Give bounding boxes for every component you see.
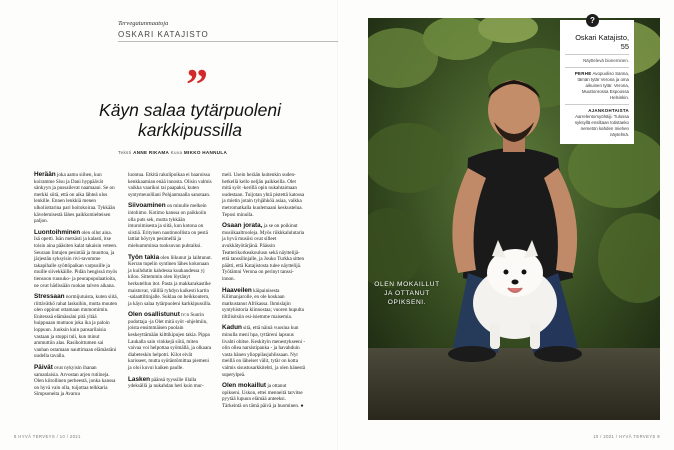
paragraph-lead-word: Stressaan <box>34 293 65 301</box>
paragraph-body: luontua. Etkitä rakulipoikaa ei baaroissa kenkkaamian enää innosta. Olisin valmis vaikka vaarikoi tai paapaksi, kuten syntymeuolilani Pohjanmaalla sanotaan. <box>128 172 212 198</box>
paragraph-lead-word: Haaveilen <box>222 286 252 294</box>
section-kicker: Tervegatunmaatoja <box>118 20 169 27</box>
info-divider-1 <box>565 54 629 55</box>
paragraph-lead-word: Luontoihminen <box>34 228 81 236</box>
paragraph-lead-word: Olen osallistunut <box>128 311 180 319</box>
paragraph-lead-word: Olen mokaillut <box>222 382 267 390</box>
question-badge-icon: ? <box>586 14 599 27</box>
paragraph-body: sitä, että näinä vuosina kun minulla meni hpa, tyttäreni lapsuus livahti ohitse. Keskityin menestykseeni - olin ollea narsistipanka - ja havahduin vasta hänen ylioppilasjuhlissaan. Nyt meillä on läheiset välit, tytär on kotta valmis sisustusarkkitehti, ja olen hänestä superylpeä. <box>222 325 306 378</box>
byline-photo-label: Kuva <box>170 150 183 155</box>
article-column-1 <box>34 172 118 403</box>
info-current-text: Aarrelentomyöhäiji. Tulossa syksyllä ensiltaan totistaeko nemetön kahden miehen näytelmä. <box>574 114 629 138</box>
article-paragraph <box>34 230 118 289</box>
article-paragraph <box>128 203 212 249</box>
article-paragraph <box>222 172 306 218</box>
article-paragraph <box>128 312 212 371</box>
byline <box>118 150 227 155</box>
article-paragraph <box>128 172 212 198</box>
footer-page-left: 8 HYVÄ TERVEYS / 10 / 2021 <box>14 434 81 439</box>
info-role: Näyttelevä bioneminen. <box>583 58 629 64</box>
paragraph-lead-word: Osaan jorata, <box>222 222 263 230</box>
paragraph-body: meli. Usein herään kuitenkin suden-hetkellä kello neljän paikkeilla. Olet mitä syöt -kerillä opin nukahtaimaan uudestaan. Tuijotan yhtä pistettä katossa ja mietin jotain tyhjähköä asiaa, vaikka metromatkalla kuulemaani keskustelua. Teposi minulla. <box>222 172 305 218</box>
article-column-2 <box>128 172 212 395</box>
paragraph-lead-word: Kadun <box>222 324 242 332</box>
photo-pull-quote: OLEN MOKAILLUT JA OTTANUT OPIKSENI. <box>374 281 440 306</box>
paragraph-body: olen ollut aina. Isä opetti. Isän metsästi ja kalasti, itse toisin aina pääsiten kalat takaisin veteen. Seuraan lintujen pesintää ja muuttoa, ja järjestän syksyisin rivi-tavomme takapihalle syöttöpaikan varpusille ja muille siivekkäille. Pidän hengissä myös tiensoon ruusuko- ja peurapopulaatioita, ne ovat hädissään ruokan talven aikana. <box>34 229 118 289</box>
page-gutter <box>337 0 338 450</box>
article-paragraph <box>128 255 212 308</box>
paragraph-lead-word: Lasken <box>128 375 151 383</box>
paragraph-lead-word: Siivoaminen <box>128 202 166 210</box>
paragraph-body: joka aamu siihen, kun koiramme Sisu ja Dani hyppäävät sänkyyn ja pussailevat naamaani. Se on merkki siitä, että on aika lähteä ulos lenkille. Ennen lenkkiä menen ulkoliottarina pari hoitokoiraa. Tykkään kävelemisestä lähes paikkomielteisen paljon. <box>34 172 116 225</box>
paragraph-body: olen liikunut ja laihtunut. Kerran tupelin syntinen lähes kokonaan ja kuihdutin kahdessa kuukaudessa yj kiloo. Sittemmin olen löytänyt herkutellun itot. Pasta ja makkarakastike maistuvat, välillä ryhdyn kaikesti kartin -salaattiltinjalle. Suklaa on heikkoutern, ja käyn salaa tytärpuoleni karkkipussilla. <box>128 254 212 307</box>
info-current-label: AJANKOHTAISTA <box>588 108 629 114</box>
paragraph-lead-word: Päivät <box>34 364 53 372</box>
info-family-text: Avopuoliso Sanna, tämän tytär Verona ja oma aikuinen tytär. Verona, Muuttonrossa Espoossa Helsinkin. <box>577 71 629 101</box>
paragraph-body: tv:n Suurin pudottaja -ja Olet mitä syöt -ohjelmiin, joista ensimmäisen puolain keskeyttämään kilttikipujen takia. Pippa Laukalla sain vinkkejä siitä, miten vaivaa voi helpottaa syömällä, ja olkaara diabeteskin helpotti. Kilot eivät karisseet, mutta syötäntömittaa piemeni ja oloi kuvui kaiken paulle. <box>128 312 212 372</box>
info-family-label: PERHE <box>574 71 592 77</box>
byline-photo-author: MIKKO HANNULA <box>183 150 228 155</box>
paragraph-body: käipainisesta Kilimanjarolle, en ole koskaan matkustanut Afrikassa. Ihmislajin syntyhistoria kiinnostaa; vuoren hupulta tiltilisitsiin esi-isiemme maisemia. <box>222 287 304 320</box>
article-column-3 <box>222 172 306 415</box>
header-divider <box>118 41 338 42</box>
interviewee-name-header: OSKARI KATAJISTO <box>118 30 209 39</box>
article-paragraph <box>128 377 212 390</box>
paragraph-body: ja se on poikinut musiikaaltrooleja. Myös riikkkalulutaria ja hyvä musiisi ovat silleet avukkätyötärjänä. Päässin Teatterikorkeakoulusn sekä näyttelijä- että tanssilinjalle, ja Jouko Turkka sitten päätti, että Katajistosta tulee näyttelijä. Työtämni Verona on perinyt tanssi-innon. <box>222 223 305 282</box>
article-paragraph <box>34 172 118 225</box>
article-paragraph <box>34 294 118 360</box>
quote-mark-icon: ” <box>186 60 208 109</box>
paragraph-lead-word: Työn takia <box>128 253 160 261</box>
article-paragraph <box>34 365 118 398</box>
paragraph-body: normijutuista, kuten siitä, riittävätkö rahat laskuihin, mutta muuten olen oppinut ottamaan mnmomimin. Enitesssä elämässäni pitä yltää huippuaan muttaon joka ika ja paloin loppuun. Juoksin kuin pansarilaisia vastaan ja stoppi tuli, kun minut ammuttiin alas. Rasihoittumen sai vanhan ostamaan nauttimaan elämästäni uudella tavalla. <box>34 294 118 360</box>
footer-page-right: 10 / 2021 / HYVÄ TERVEYS 9 <box>593 434 660 439</box>
info-name: Oskari Katajisto, 55 <box>575 33 629 51</box>
paragraph-body: ja ottanut opikseni. Uskon, ettei menneitä tarvitse pyytää lupuun elämää anteeksi. Tärkeintä on tämä päivä ja huominen. ● <box>222 383 304 409</box>
paragraph-body: päänsä tyyssilie illalla ydeksällä ja nukahdan heti kuin mur- <box>128 376 204 390</box>
byline-text-author: ANNE RIKAMA <box>133 150 170 155</box>
headline <box>40 100 340 140</box>
paragraph-lead-word: Herään <box>34 171 56 178</box>
info-current <box>565 108 629 138</box>
headline-line-1: Käyn salaa tytärpuoleni <box>99 100 281 120</box>
byline-text-label: Teksti <box>118 150 132 155</box>
article-paragraph <box>222 288 306 321</box>
info-divider-2 <box>565 67 629 68</box>
headline-line-2: karkkipussilla <box>137 120 243 140</box>
paragraph-body: on minulle melkein intohimo. Kotimo kanssa on paikkoiin olla puts sek, mutta tykkään imuroimisesta ja siitä, kun kotona on siistiä. Erityisen nautinnollista on pestä lattiat höyryn pesimellä ja mieluumminsa tuoksuvan puhtaiksi. <box>128 203 208 249</box>
article-paragraph <box>222 325 306 378</box>
article-paragraph <box>222 383 306 409</box>
info-family <box>565 71 629 101</box>
info-box <box>560 20 634 144</box>
article-paragraph <box>222 223 306 282</box>
paragraph-body: ovat nykyisin ihanan samanlaisia. Arvostan arjen rutiineja. Olen kiitollinen perheestä, jonka kanssa on hyvä vain olla, tuijottaa telkkaria Simpsoneita ja Avaruu <box>34 365 116 398</box>
info-divider-3 <box>565 104 629 105</box>
